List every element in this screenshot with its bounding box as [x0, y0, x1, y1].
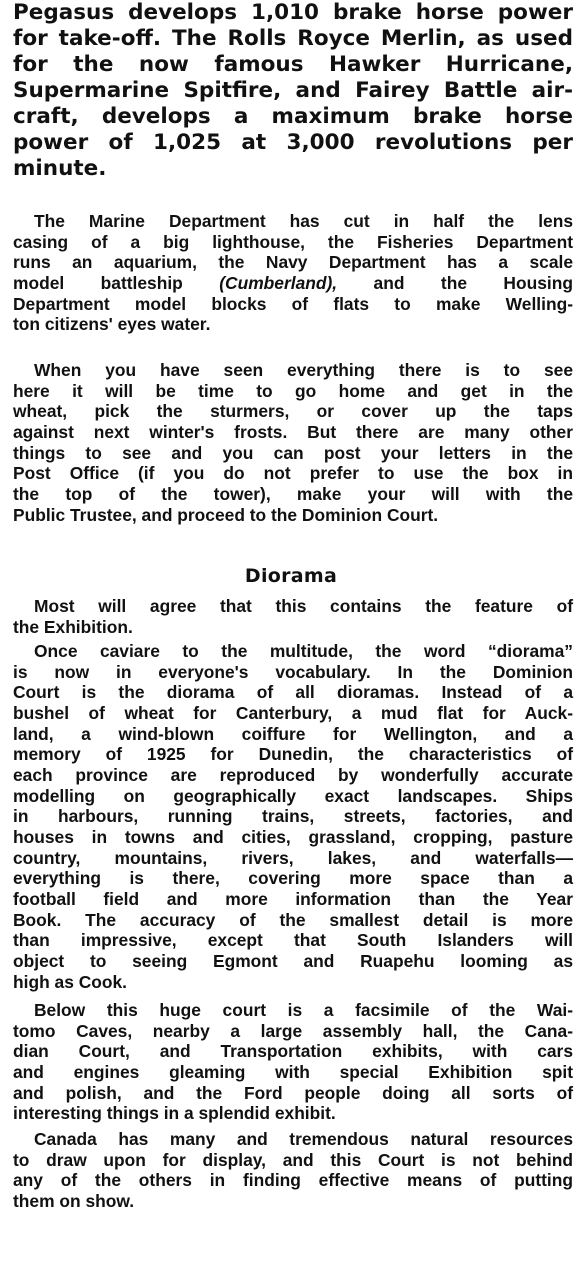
text-line: for the now famous Hawker Hurricane,	[13, 52, 573, 77]
text-run: model battleship	[13, 272, 220, 293]
text-run: and the Housing	[337, 272, 573, 293]
text-line: memory of 1925 for Dunedin, the characteristics of	[13, 744, 573, 765]
text-line: land, a wind-blown coiffure for Wellington, and a	[13, 723, 573, 744]
text-line: When you have seen everything there is to see	[34, 360, 573, 380]
text-line: Book. The accuracy of the smallest detail is more	[13, 909, 573, 930]
text-line: Once caviare to the multitude, the word “diorama”	[34, 641, 573, 661]
paragraph-below-court	[13, 1000, 573, 1124]
text-line: the Exhibition.	[13, 616, 133, 637]
text-line: the top of the tower), make your will with the	[13, 483, 573, 504]
text-line: Post Office (if you do not prefer to use the box in	[13, 463, 573, 484]
text-line: than impressive, except that South Islanders will	[13, 930, 573, 951]
text-line: them on show.	[13, 1190, 135, 1211]
text-line: against next winter's frosts. But there are many other	[13, 421, 573, 442]
text-line: things to see and you can post your letters in the	[13, 442, 573, 463]
text-line: runs an aquarium, the Navy Department has a scale	[13, 252, 573, 273]
text-line: in harbours, running trains, streets, factories, and	[13, 806, 573, 827]
text-line: to draw upon for display, and this Court is not behind	[13, 1149, 573, 1170]
paragraph-feature	[13, 596, 573, 637]
text-line: bushel of wheat for Canterbury, a mud flat for Auck-	[13, 702, 573, 723]
section-heading-diorama: Diorama	[244, 565, 338, 587]
text-line: minute.	[13, 156, 107, 181]
text-line: Canada has many and tremendous natural resources	[34, 1129, 573, 1149]
text-line: casing of a big lighthouse, the Fisheries Department	[13, 231, 573, 252]
text-line: everything is there, covering more space than a	[13, 868, 573, 889]
ship-name-italic: (Cumberland),	[219, 272, 338, 293]
text-line: country, mountains, rivers, lakes, and waterfalls—	[13, 847, 573, 868]
paragraph-canada	[13, 1129, 573, 1212]
text-line: here it will be time to go home and get in the	[13, 380, 573, 401]
text-line: Department model blocks of flats to make Welling-	[13, 293, 573, 314]
text-line: craft, develops a maximum brake horse	[13, 104, 573, 129]
lead-paragraph	[13, 0, 573, 182]
text-line: is now in everyone's vocabulary. In the Dominion	[13, 661, 573, 682]
text-line: power of 1,025 at 3,000 revolutions per	[13, 130, 573, 155]
paragraph-caviare	[13, 641, 573, 992]
text-line: Supermarine Spitfire, and Fairey Battle air-	[13, 78, 573, 103]
text-line: dian Court, and Transportation exhibits, with cars	[13, 1041, 573, 1062]
text-line	[13, 273, 573, 294]
text-line: wheat, pick the sturmers, or cover up the taps	[13, 401, 573, 422]
text-line: The Marine Department has cut in half the lens	[34, 211, 573, 231]
text-line: Public Trustee, and proceed to the Dominion Court.	[13, 504, 439, 525]
paragraph-marine-department	[13, 211, 573, 335]
text-line: ton citizens' eyes water.	[13, 314, 211, 335]
text-line: Below this huge court is a facsimile of the Wai-	[34, 1000, 573, 1020]
text-line: Pegasus develops 1,010 brake horse power	[13, 0, 573, 25]
text-line: football field and more information than the Year	[13, 888, 573, 909]
paragraph-go-home	[13, 360, 573, 525]
text-line: and engines gleaming with special Exhibition spit	[13, 1061, 573, 1082]
text-line: for take-off. The Rolls Royce Merlin, as used	[13, 26, 573, 51]
text-line: Most will agree that this contains the feature of	[34, 596, 573, 616]
text-line: houses in towns and cities, grassland, cropping, pasture	[13, 826, 573, 847]
text-line: interesting things in a splendid exhibit.	[13, 1103, 336, 1124]
text-line: any of the others in finding effective means of putting	[13, 1170, 573, 1191]
text-line: Court is the diorama of all dioramas. Instead of a	[13, 682, 573, 703]
text-line: modelling on geographically exact landscapes. Ships	[13, 785, 573, 806]
text-line: object to seeing Egmont and Ruapehu looming as	[13, 950, 573, 971]
text-line: tomo Caves, nearby a large assembly hall, the Cana-	[13, 1020, 573, 1041]
text-line: each province are reproduced by wonderfully accurate	[13, 764, 573, 785]
text-line: high as Cook.	[13, 971, 128, 992]
text-line: and polish, and the Ford people doing all sorts of	[13, 1082, 573, 1103]
